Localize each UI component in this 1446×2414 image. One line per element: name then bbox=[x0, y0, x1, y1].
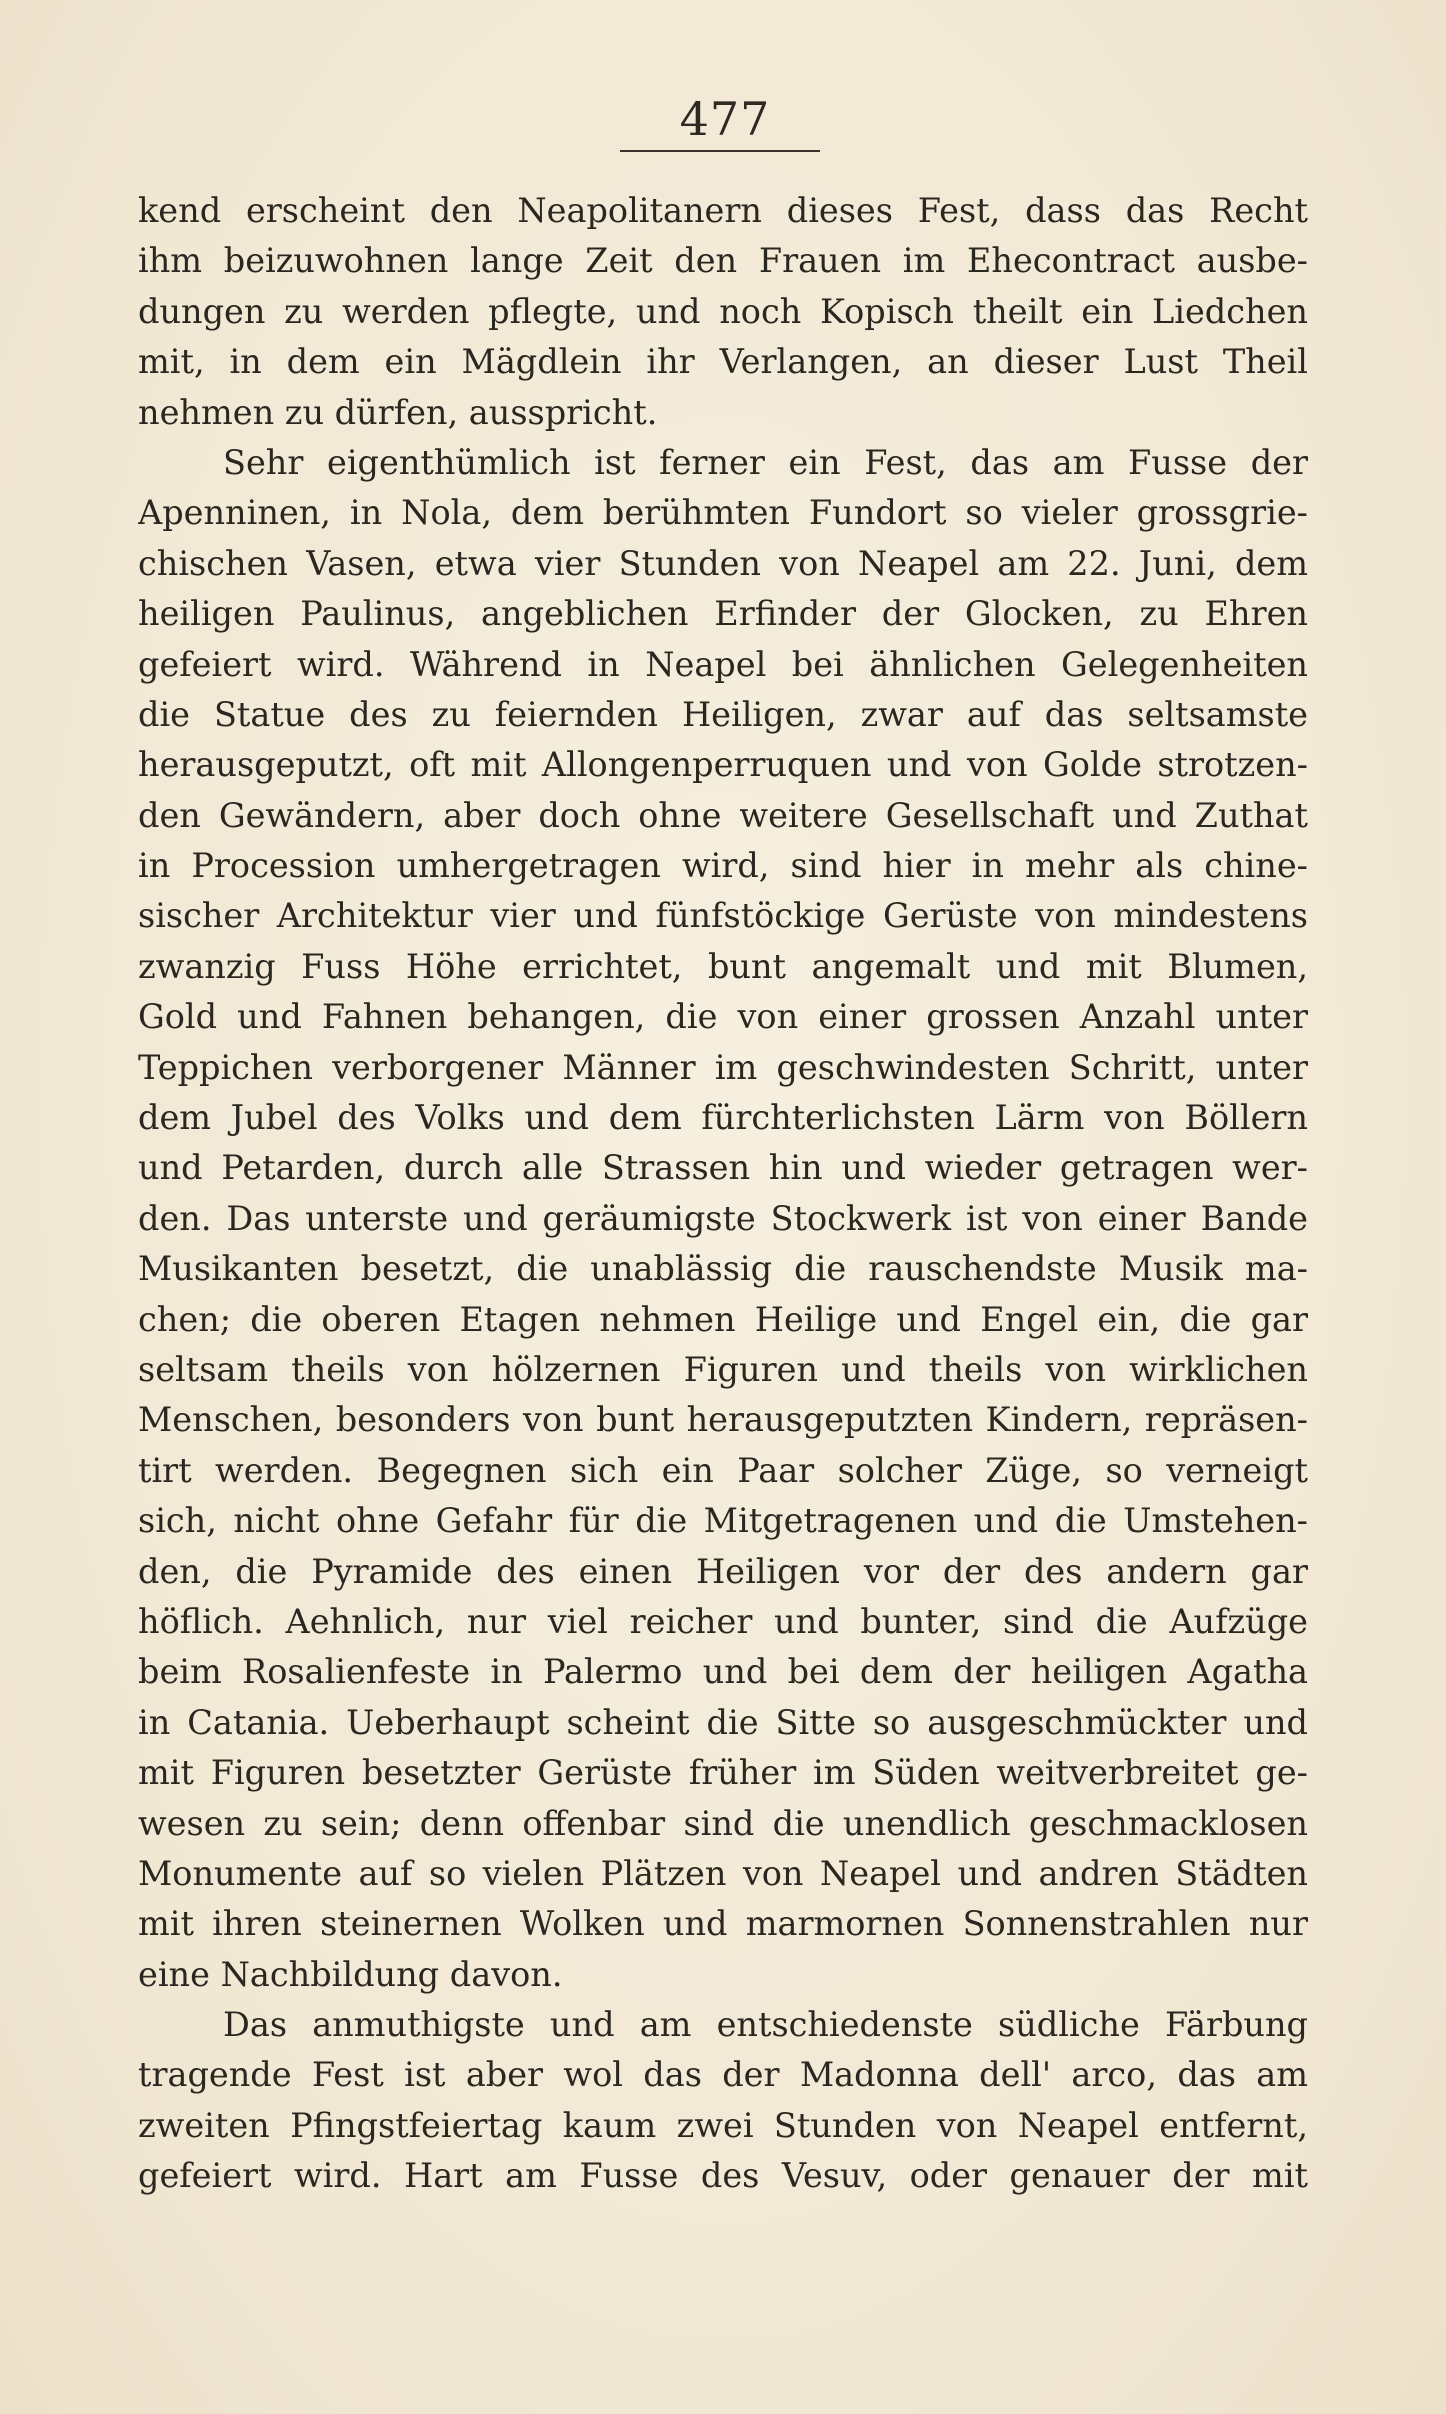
text-line: in Procession umhergetragen wird, sind hier in mehr als chine- bbox=[138, 846, 1308, 886]
text-line: chen; die oberen Etagen nehmen Heilige und Engel ein, die gar bbox=[138, 1299, 1308, 1339]
text-line: dem Jubel des Volks und dem fürchterlichsten Lärm von Böllern bbox=[138, 1098, 1308, 1138]
text-line: Menschen, besonders von bunt herausgeputzten Kindern, repräsen- bbox=[138, 1400, 1308, 1440]
text-line: ihm beizuwohnen lange Zeit den Frauen im Ehecontract ausbe- bbox=[138, 241, 1308, 281]
text-line: gefeiert wird. Hart am Fusse des Vesuv, oder genauer der mit bbox=[138, 2156, 1308, 2196]
text-line: zweiten Pfingstfeiertag kaum zwei Stunden von Neapel entfernt, bbox=[138, 2105, 1308, 2145]
text-line: nehmen zu dürfen, ausspricht. bbox=[138, 392, 658, 432]
page-number-rule bbox=[620, 150, 820, 152]
text-line: dungen zu werden pflegte, und noch Kopisch theilt ein Liedchen bbox=[138, 291, 1308, 331]
page-number: 477 bbox=[679, 92, 771, 146]
text-line: Monumente auf so vielen Plätzen von Neapel und andren Städten bbox=[138, 1853, 1308, 1893]
text-line: in Catania. Ueberhaupt scheint die Sitte so ausgeschmückter und bbox=[138, 1702, 1308, 1742]
text-line: sich, nicht ohne Gefahr für die Mitgetragenen und die Umstehen- bbox=[138, 1501, 1308, 1541]
text-line: kend erscheint den Neapolitanern dieses Fest, dass das Recht bbox=[138, 191, 1308, 230]
text-line: höflich. Aehnlich, nur viel reicher und bunter, sind die Aufzüge bbox=[138, 1601, 1308, 1641]
text-line: Musikanten besetzt, die unablässig die rauschendste Musik ma- bbox=[138, 1249, 1308, 1289]
text-line: den Gewändern, aber doch ohne weitere Gesellschaft und Zuthat bbox=[138, 795, 1308, 835]
text-line: Gold und Fahnen behangen, die von einer grossen Anzahl unter bbox=[138, 997, 1308, 1037]
text-line: heiligen Paulinus, angeblichen Erfinder der Glocken, zu Ehren bbox=[138, 594, 1308, 634]
text-line: mit ihren steinernen Wolken und marmornen Sonnenstrahlen nur bbox=[138, 1904, 1308, 1944]
text-line: Sehr eigenthümlich ist ferner ein Fest, das am Fusse der bbox=[223, 442, 1308, 482]
text-line: Teppichen verborgener Männer im geschwindesten Schritt, unter bbox=[138, 1047, 1308, 1087]
text-line: den. Das unterste und geräumigste Stockwerk ist von einer Bande bbox=[138, 1198, 1308, 1238]
text-line: tragende Fest ist aber wol das der Madonna dell' arco, das am bbox=[138, 2055, 1308, 2095]
body-text bbox=[138, 186, 1308, 2202]
text-line: mit Figuren besetzter Gerüste früher im Süden weitverbreitet ge- bbox=[138, 1753, 1308, 1793]
text-line: tirt werden. Begegnen sich ein Paar solcher Züge, so verneigt bbox=[138, 1450, 1308, 1490]
text-line: Das anmuthigste und am entschiedenste südliche Färbung bbox=[223, 2005, 1308, 2045]
text-line: wesen zu sein; denn offenbar sind die unendlich geschmacklosen bbox=[138, 1803, 1308, 1843]
text-line: den, die Pyramide des einen Heiligen vor der des andern gar bbox=[138, 1551, 1308, 1591]
text-line: zwanzig Fuss Höhe errichtet, bunt angemalt und mit Blumen, bbox=[138, 946, 1308, 986]
text-line: Apenninen, in Nola, dem berühmten Fundort so vieler grossgrie- bbox=[138, 493, 1308, 533]
text-line: mit, in dem ein Mägdlein ihr Verlangen, an dieser Lust Theil bbox=[138, 342, 1308, 382]
text-line: sischer Architektur vier und fünfstöckige Gerüste von mindestens bbox=[138, 896, 1308, 936]
text-line: und Petarden, durch alle Strassen hin und wieder getragen wer- bbox=[138, 1148, 1308, 1188]
text-line: chischen Vasen, etwa vier Stunden von Neapel am 22. Juni, dem bbox=[138, 543, 1308, 583]
text-line: beim Rosalienfeste in Palermo und bei dem der heiligen Agatha bbox=[138, 1652, 1308, 1692]
text-line: eine Nachbildung davon. bbox=[138, 1954, 563, 1994]
text-line: seltsam theils von hölzernen Figuren und theils von wirklichen bbox=[138, 1349, 1308, 1389]
text-line: gefeiert wird. Während in Neapel bei ähnlichen Gelegenheiten bbox=[138, 644, 1308, 684]
text-line: die Statue des zu feiernden Heiligen, zwar auf das seltsamste bbox=[138, 694, 1308, 734]
text-line: herausgeputzt, oft mit Allongenperruquen und von Golde strotzen- bbox=[138, 745, 1308, 785]
